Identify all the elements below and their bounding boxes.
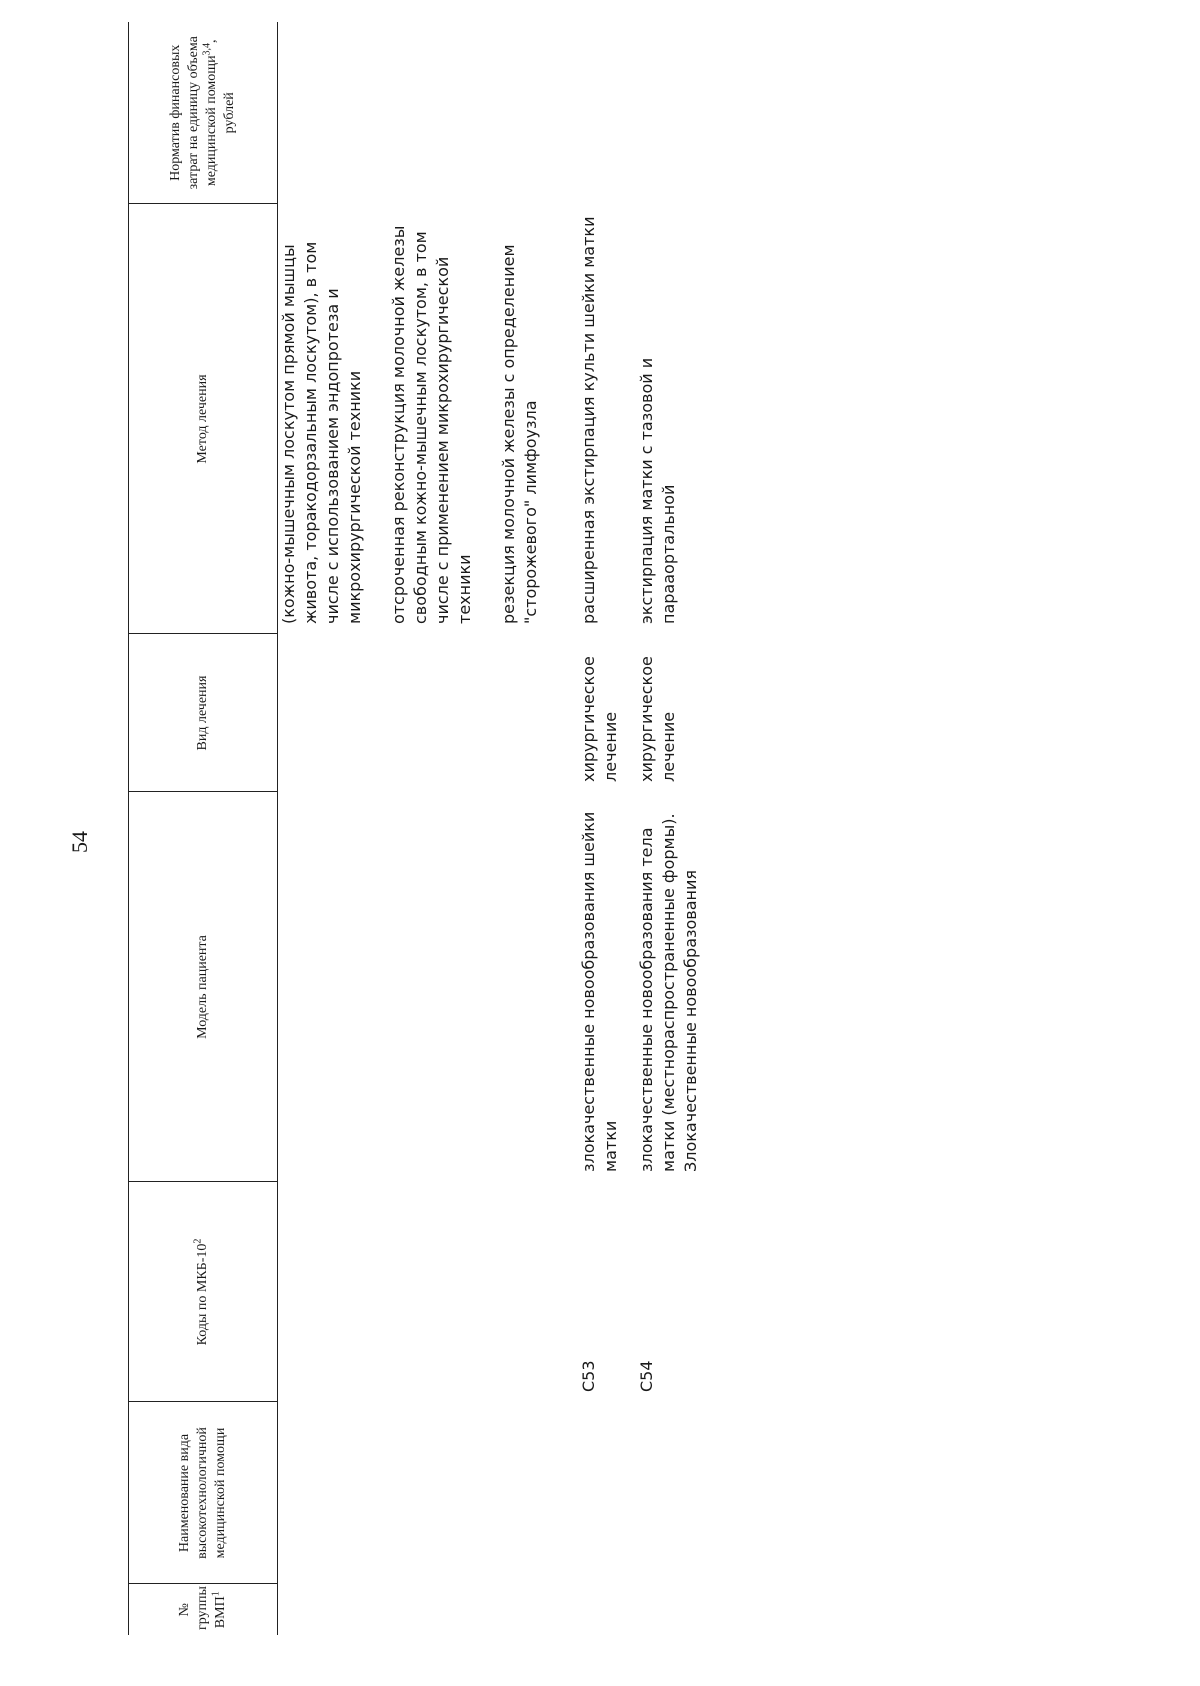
page-number: 54 [67, 831, 92, 853]
header-icd-codes: Коды по МКБ-$10^2$ [129, 1182, 278, 1402]
treatment-type: хирургическое лечение [579, 656, 620, 782]
treatment-methods [564, 204, 622, 634]
patient-model [278, 792, 565, 1182]
patient-model: злокачественные новообразования шейки матки [579, 811, 620, 1172]
treatment-method: экстирпация матки с тазовой и парааортальной [637, 357, 678, 624]
treatment-method: отсроченная реконструкция молочной железы свободным кожно-мышечным лоскутом, в том числе с применением микрохирургической техники [389, 225, 474, 624]
vmp-table [128, 22, 702, 1635]
treatment-type [278, 634, 565, 792]
header-row [129, 22, 278, 1635]
treatment-method: расширенная экстирпация культи шейки матки [579, 216, 598, 624]
treatment-type: хирургическое лечение [637, 656, 678, 782]
table-row [622, 22, 702, 1635]
header-group-number: № группы ВМП$^1$ [129, 1584, 278, 1635]
header-patient-model: Модель пациента [129, 792, 278, 1182]
icd-code: C53 [579, 1360, 598, 1392]
treatment-method: резекция молочной железы с определением "сторожевого" лимфоузла [499, 244, 540, 624]
table-row [278, 22, 565, 1635]
header-cost-norm: Норматив финансовых затрат на единицу объема медицинской помощи$^{3,4}$, рублей [129, 22, 278, 204]
header-treatment-type: Вид лечения [129, 634, 278, 792]
header-treatment-method: Метод лечения [129, 204, 278, 634]
patient-model: злокачественные новообразования тела матки (местнораспространенные формы). Злокачественные новообразования [637, 813, 700, 1172]
icd-code: C54 [637, 1360, 656, 1392]
icd-code [278, 1182, 565, 1402]
treatment-methods [622, 204, 702, 634]
treatment-method: (кожно-мышечным лоскутом прямой мышцы живота, торакодорзальным лоскутом), в том числе с использованием эндопротеза и микрохирургической техники [279, 241, 364, 624]
treatment-methods [278, 204, 565, 634]
header-vmp-name: Наименование вида высокотехнологичной медицинской помощи [129, 1402, 278, 1584]
table-row [564, 22, 622, 1635]
